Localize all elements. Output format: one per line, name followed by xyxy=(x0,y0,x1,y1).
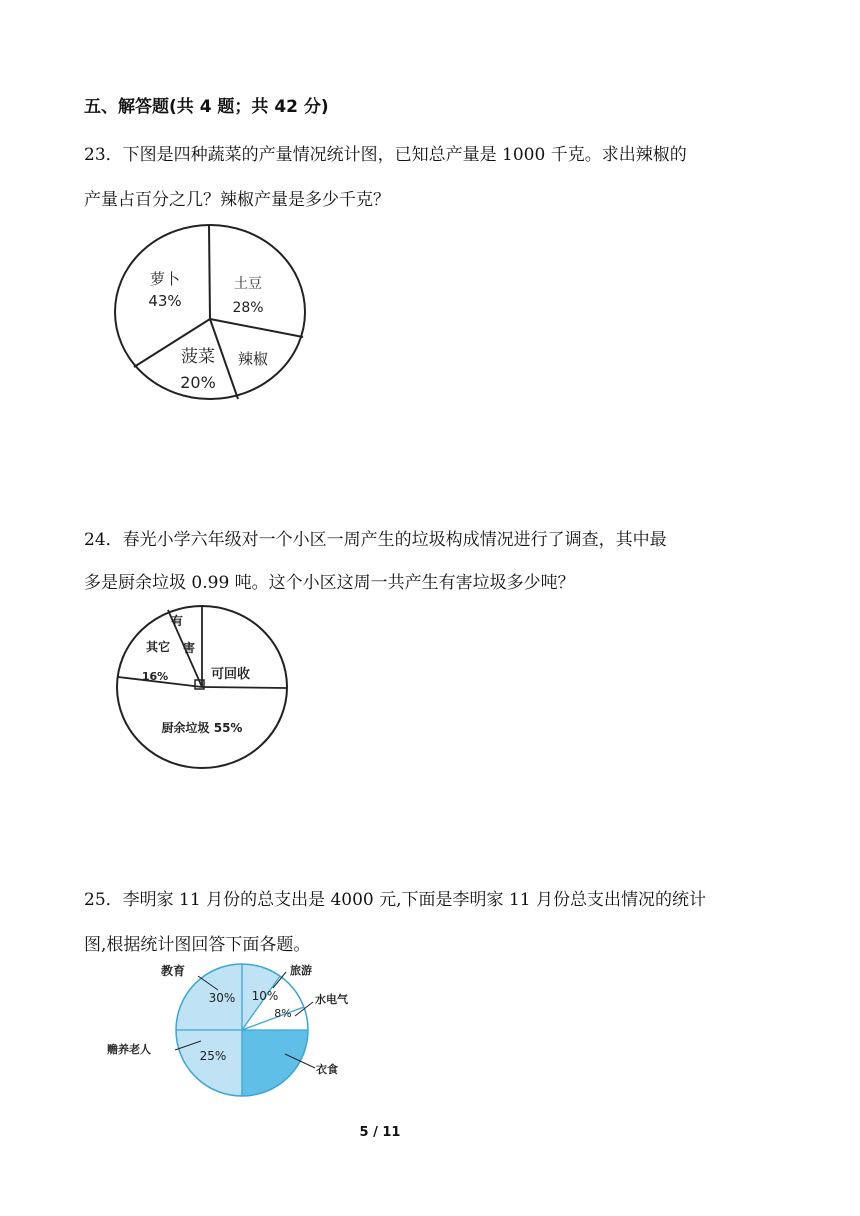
slice-value-shuidianqi: 8% xyxy=(274,1007,292,1020)
slice-label-youhai-2: 害 xyxy=(183,641,196,655)
vegetable-pie-divider-1 xyxy=(209,225,210,319)
question-23-line-1: 23．下图是四种蔬菜的产量情况统计图，已知总产量是 1000 千克。求出辣椒的 xyxy=(84,145,687,165)
slice-label-qita: 其它 xyxy=(145,640,171,654)
question-25-line-2: 图,根据统计图回答下面各题。 xyxy=(84,935,311,955)
slice-value-shanyang: 25% xyxy=(199,1049,227,1063)
slice-label-bocai: 菠菜 xyxy=(181,347,215,367)
vegetable-pie-chart xyxy=(110,222,310,402)
slice-label-shuidianqi: 水电气 xyxy=(315,993,348,1006)
slice-label-youhai-1: 有 xyxy=(171,614,184,628)
slice-value-qita: 16% xyxy=(141,670,169,683)
slice-label-tudou: 土豆 xyxy=(234,276,262,292)
slice-label-jiaoyu: 教育 xyxy=(161,964,186,978)
slice-label-kehuishou: 可回收 xyxy=(211,667,251,682)
slice-label-lvyou: 旅游 xyxy=(290,964,312,977)
expense-pie-chart xyxy=(105,960,385,1090)
page-number: 5 / 11 xyxy=(359,1125,401,1140)
garbage-pie-chart xyxy=(115,605,290,775)
slice-label-yishi: 衣食 xyxy=(316,1063,338,1076)
slice-label-chuyu: 厨余垃圾 55% xyxy=(161,721,243,735)
question-23-line-2: 产量占百分之几？辣椒产量是多少千克？ xyxy=(84,190,390,210)
slice-label-lajiao: 辣椒 xyxy=(237,350,269,368)
expense-slice-yishi xyxy=(242,1030,308,1096)
slice-value-tudou: 28% xyxy=(232,300,264,316)
slice-value-lvyou: 10% xyxy=(251,989,279,1003)
garbage-pie-divider-2 xyxy=(202,687,286,688)
question-25-line-1: 25．李明家 11 月份的总支出是 4000 元,下面是李明家 11 月份总支出情况的统计 xyxy=(84,890,706,910)
slice-value-luobo: 43% xyxy=(148,292,182,310)
question-24-line-1: 24．春光小学六年级对一个小区一周产生的垃圾构成情况进行了调查，其中最 xyxy=(84,530,667,550)
slice-value-bocai: 20% xyxy=(180,373,216,392)
slice-value-jiaoyu: 30% xyxy=(208,991,236,1005)
expense-slice-shanyang xyxy=(176,1030,242,1096)
slice-label-luobo: 萝卜 xyxy=(149,270,181,288)
section-title: 五、解答题(共 4 题；共 42 分) xyxy=(84,97,329,117)
question-24-line-2: 多是厨余垃圾 0.99 吨。这个小区这周一共产生有害垃圾多少吨？ xyxy=(84,573,575,593)
slice-label-shanyang: 赡养老人 xyxy=(107,1043,151,1056)
